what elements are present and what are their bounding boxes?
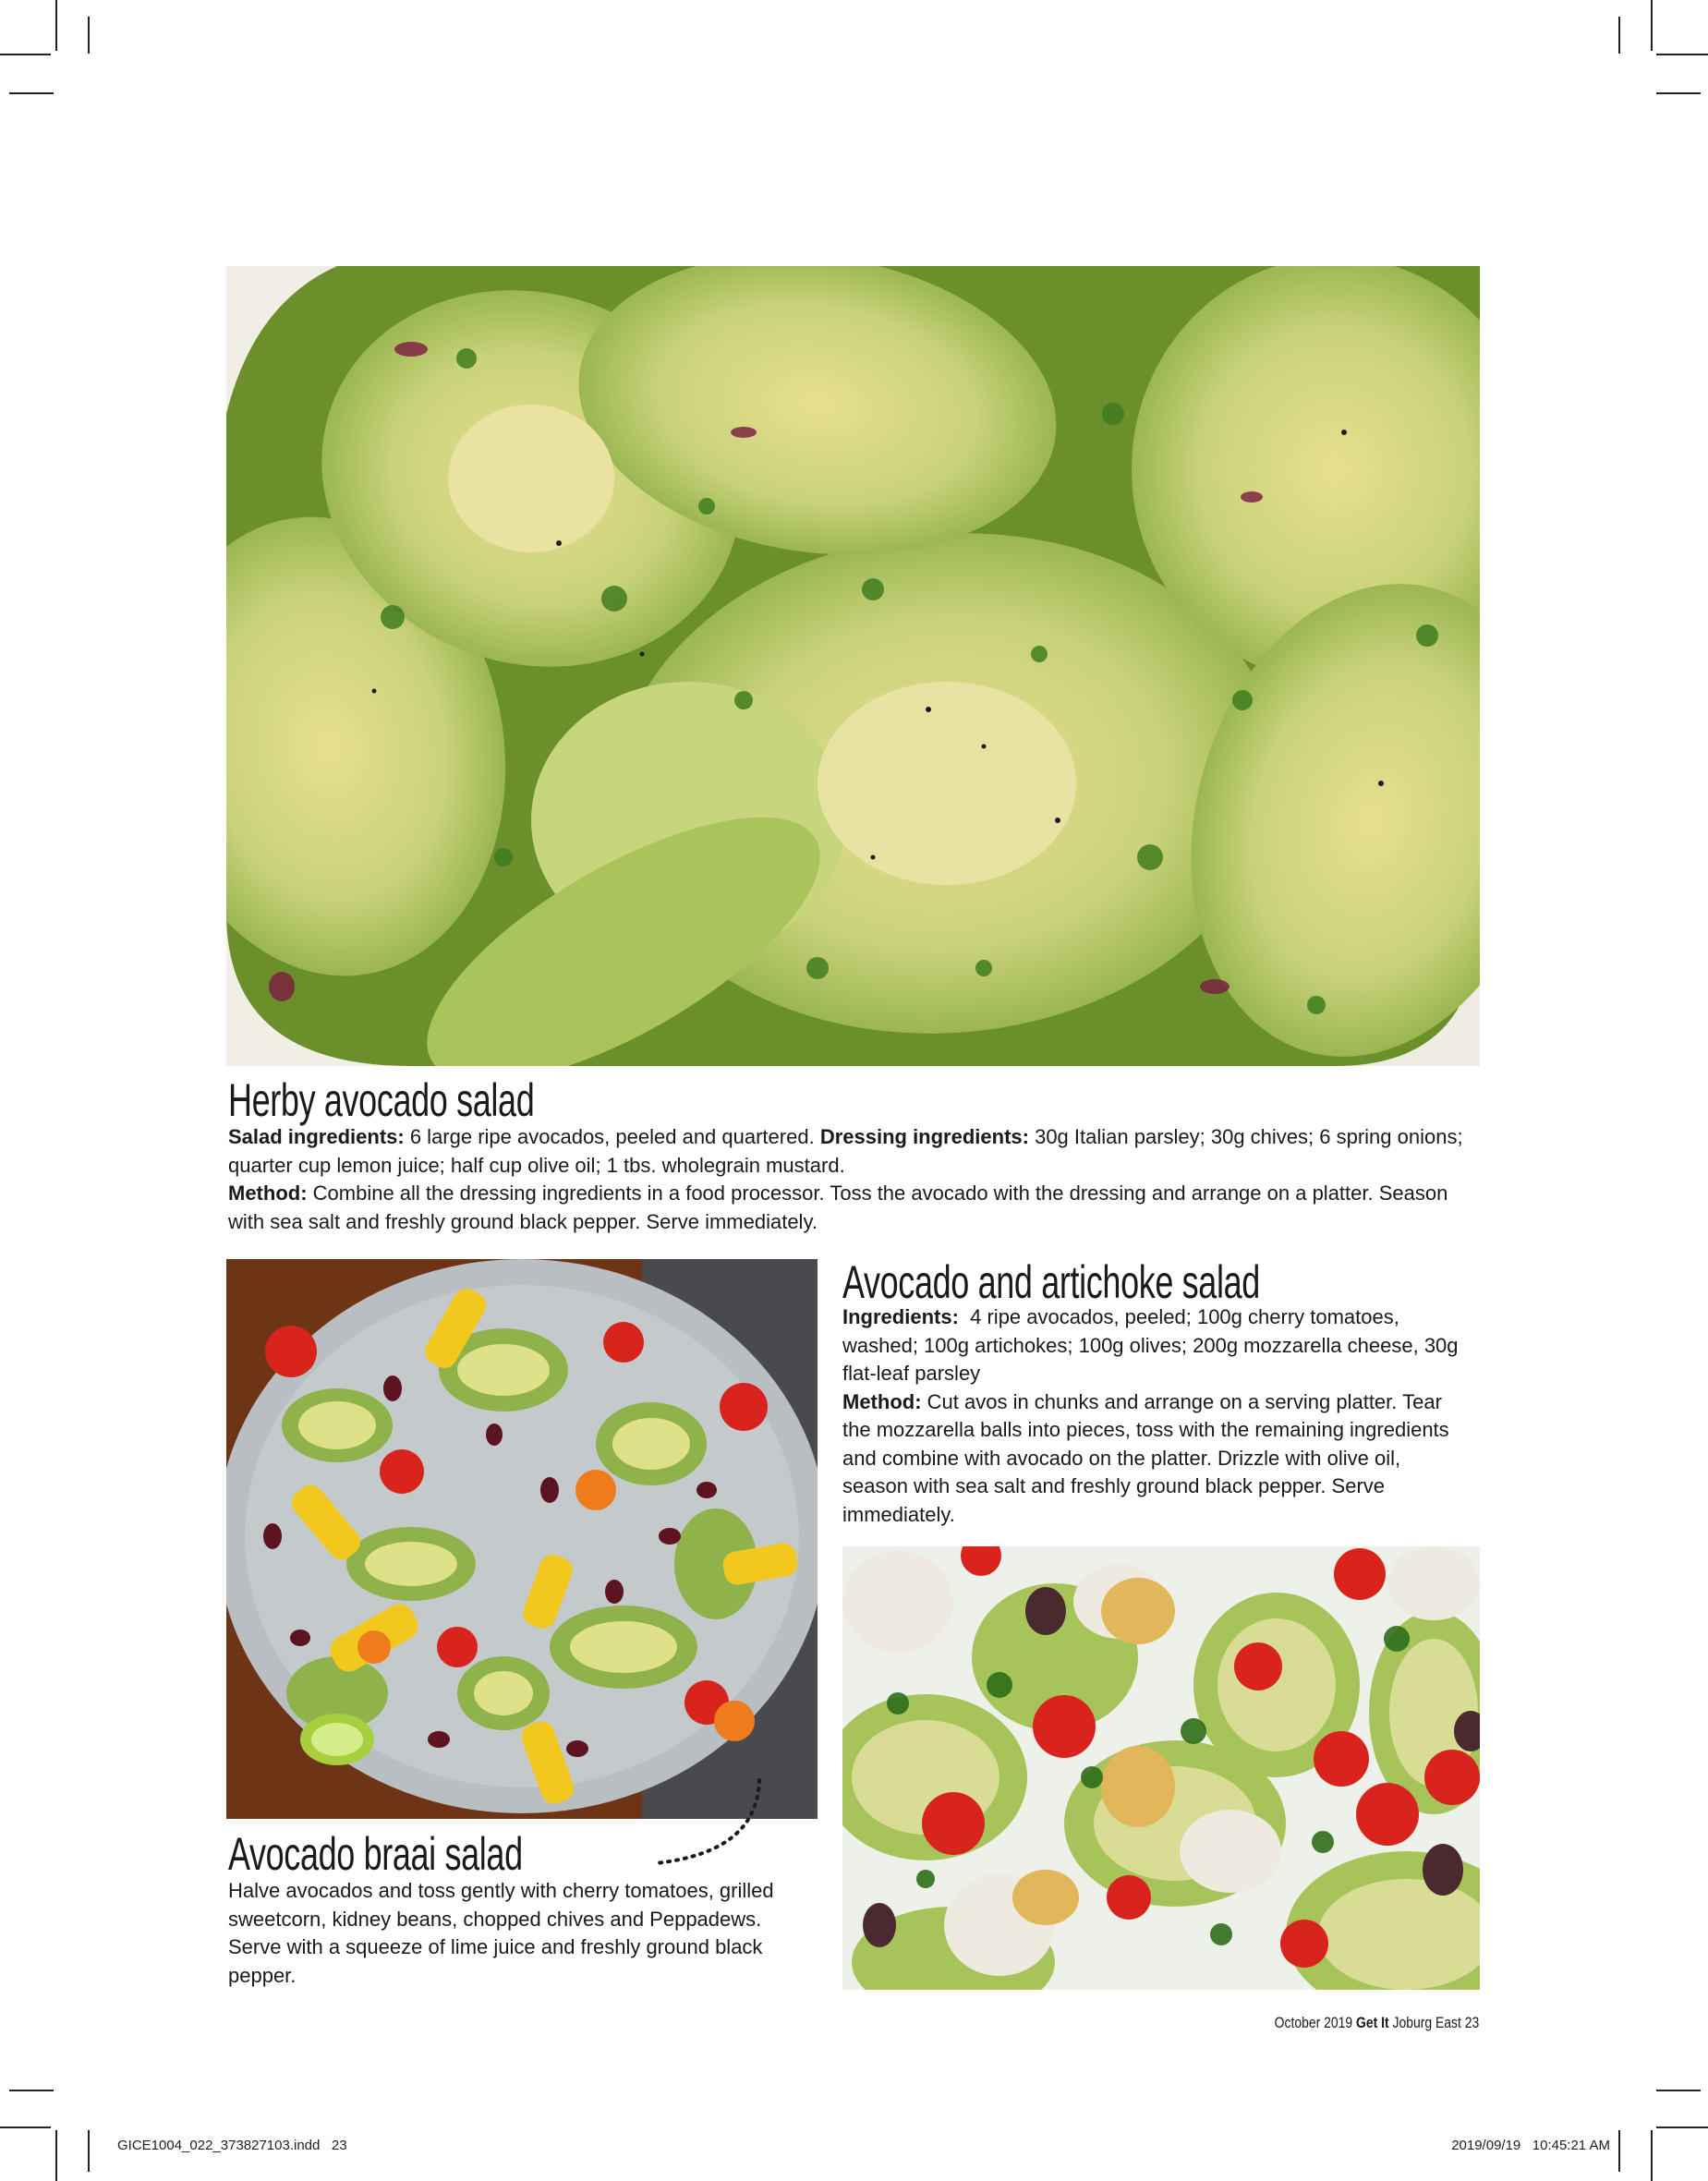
herby-body <box>228 1123 1484 1236</box>
herby-dressing-label: Dressing ingredients: <box>819 1125 1029 1148</box>
folio-month: October 2019 <box>1274 2014 1356 2031</box>
folio-edition: Joburg East 23 <box>1388 2014 1479 2031</box>
crop-mark-tr-h <box>1656 54 1708 55</box>
crop-mark-tl-h <box>0 54 51 55</box>
crop-mark-tr-h2 <box>1656 92 1701 94</box>
artichoke-method-label: Method: <box>842 1389 922 1413</box>
herby-title: Herby avocado salad <box>228 1074 535 1126</box>
slug-timestamp: 2019/09/19 10:45:21 AM <box>1451 2138 1610 2153</box>
folio-publication: Get It <box>1355 2014 1389 2031</box>
artichoke-salad-photo <box>842 1546 1480 1990</box>
artichoke-method-text: Cut avos in chunks and arrange on a serving platter. Tear the mozzarella balls into pieces, toss with the remaining ingredients and combine with avocado on the platter. Drizzle with olive oil, season with sea salt and freshly ground black pepper. Serve immediately. <box>842 1389 1449 1526</box>
herby-method <box>228 1180 1484 1236</box>
crop-mark-bl-h <box>9 2090 54 2091</box>
herby-method-label: Method: <box>228 1181 308 1205</box>
crop-mark-tl-v <box>55 0 57 51</box>
crop-mark-bl-v2 <box>88 2130 90 2172</box>
crop-mark-tl-v2 <box>88 17 90 54</box>
artichoke-ingredients-text: 4 ripe avocados, peeled; 100g cherry tomatoes, washed; 100g artichokes; 100g olives; 200g mozzarella cheese, 30g flat-leaf parsley <box>842 1305 1464 1385</box>
herby-avocado-salad-photo <box>226 266 1480 1066</box>
artichoke-title: Avocado and artichoke salad <box>842 1256 1260 1308</box>
artichoke-method <box>842 1388 1466 1530</box>
crop-mark-br-h2 <box>1656 2126 1708 2128</box>
artichoke-body <box>842 1303 1466 1529</box>
herby-salad-text: 6 large ripe avocados, peeled and quartered. <box>404 1125 820 1148</box>
herby-method-text: Combine all the dressing ingredients in a food processor. Toss the avocado with the dressing and arrange on a platter. Season with sea salt and freshly ground black pepper. Serve immediately. <box>228 1181 1448 1233</box>
herby-dressing-text: 30g Italian parsley; 30g chives; 6 spring onions; quarter cup lemon juice; half cup olive oil; 1 tbs. wholegrain mustard. <box>228 1125 1463 1177</box>
braai-body <box>228 1877 819 1990</box>
crop-mark-tr-v2 <box>1651 0 1653 51</box>
crop-mark-tl-h2 <box>9 92 54 94</box>
page-folio <box>1274 2014 1479 2032</box>
crop-mark-br-h <box>1656 2090 1701 2091</box>
slug-file: GICE1004_022_373827103.indd 23 <box>117 2138 347 2153</box>
artichoke-ingredients <box>842 1303 1466 1388</box>
crop-mark-bl-v <box>55 2130 57 2181</box>
crop-mark-br-v2 <box>1651 2130 1653 2181</box>
dotted-pointer <box>647 1778 776 1880</box>
braai-method: Halve avocados and toss gently with cherry tomatoes, grilled sweetcorn, kidney beans, chopped chives and Peppadews. Serve with a squeeze of lime juice and freshly ground black pepper. <box>228 1879 774 1987</box>
artichoke-ingredients-label: Ingredients: <box>842 1305 959 1328</box>
crop-mark-br-v <box>1618 2130 1620 2172</box>
crop-mark-tr-v <box>1618 17 1620 54</box>
herby-salad-label: Salad ingredients: <box>228 1125 405 1148</box>
braai-title: Avocado braai salad <box>228 1828 523 1880</box>
herby-ingredients <box>228 1123 1484 1180</box>
crop-mark-bl-h2 <box>0 2126 51 2128</box>
braai-salad-photo <box>226 1259 818 1819</box>
